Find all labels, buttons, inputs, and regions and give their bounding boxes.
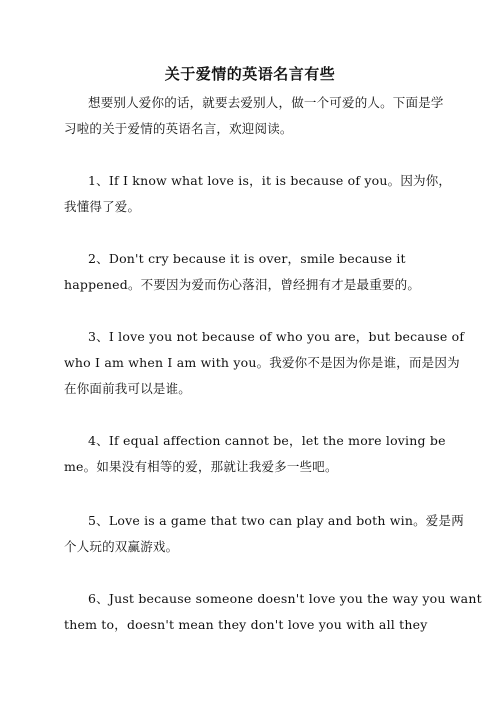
quote-3 — [64, 324, 465, 402]
quote-line: 5、Love is a game that two can play and both win。爱是两 — [88, 513, 464, 528]
quote-line: 1、If I know what love is，it is because of you。因为你， — [88, 173, 452, 188]
quote-line: happened。不要因为爱而伤心落泪，曾经拥有才是最重要的。 — [64, 277, 421, 292]
quote-line: 个人玩的双赢游戏。 — [64, 539, 179, 554]
quote-5 — [64, 508, 464, 560]
quote-line: 2、Don't cry because it is over，smile because it — [88, 251, 406, 266]
quote-line: 3、I love you not because of who you are，but because of — [88, 329, 465, 344]
quote-line: 6、Just because someone doesn't love you the way you want — [88, 591, 482, 606]
quote-1 — [64, 168, 452, 220]
quote-2 — [64, 246, 428, 298]
quote-4 — [64, 428, 446, 480]
quote-line: me。如果没有相等的爱，那就让我爱多一些吧。 — [64, 459, 338, 474]
document-title: 关于爱情的英语名言有些 — [164, 65, 336, 83]
intro-line: 习啦的关于爱情的英语名言，欢迎阅读。 — [64, 121, 293, 136]
quote-line: them to，doesn't mean they don't love you with all they — [64, 617, 428, 632]
quote-line: 我懂得了爱。 — [64, 199, 141, 214]
intro-line: 想要别人爱你的话，就要去爱别人，做一个可爱的人。下面是学 — [88, 95, 444, 110]
quote-line: who I am when I am with you。我爱你不是因为你是谁，而是因为 — [64, 355, 460, 370]
quote-line: 4、If equal affection cannot be，let the more loving be — [88, 433, 446, 448]
quote-line: 在你面前我可以是谁。 — [64, 381, 192, 396]
intro-paragraph — [64, 90, 444, 142]
quote-6 — [64, 586, 482, 638]
